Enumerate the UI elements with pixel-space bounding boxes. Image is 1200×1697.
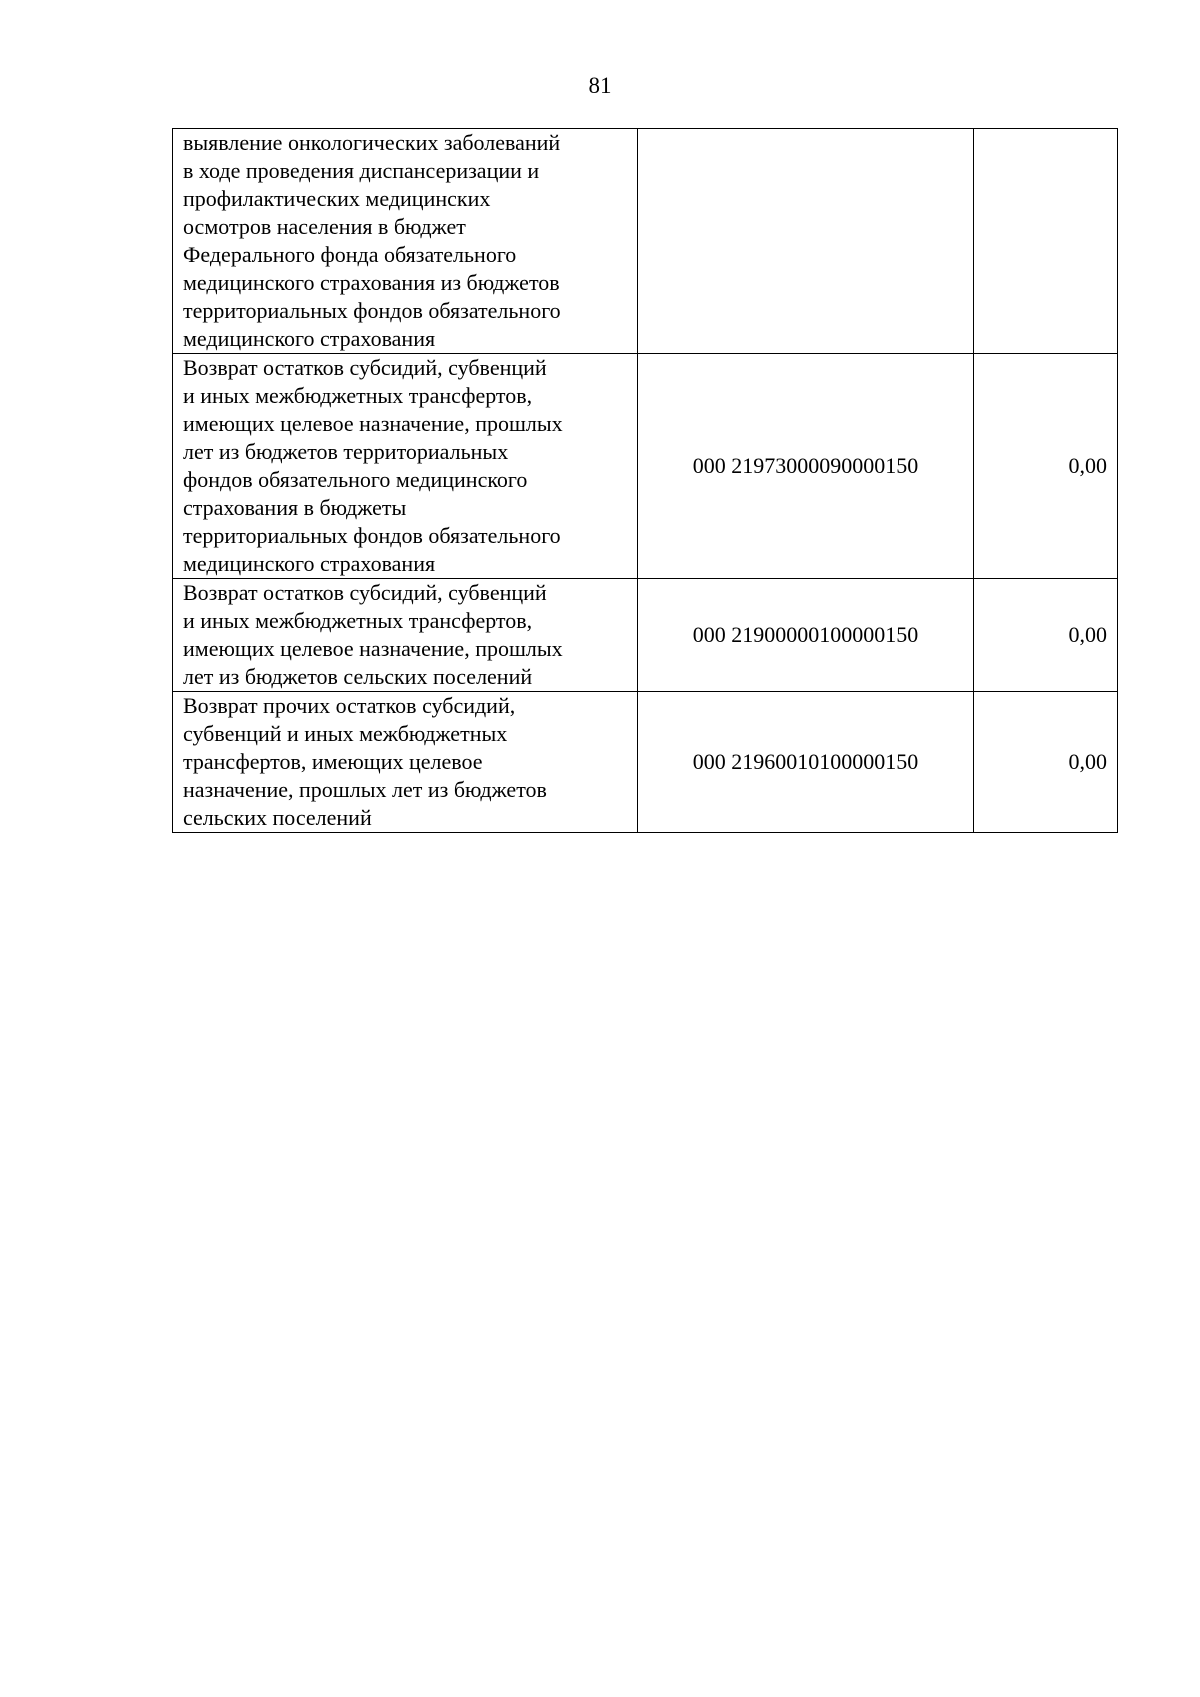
description-line: сельских поселений <box>183 805 372 830</box>
description-line: страхования в бюджеты <box>183 495 407 520</box>
description-line: медицинского страхования <box>183 551 436 576</box>
row-code <box>638 129 974 354</box>
budget-table <box>172 128 1118 833</box>
row-description <box>173 692 638 833</box>
table-row <box>173 129 1118 354</box>
description-line: имеющих целевое назначение, прошлых <box>183 411 563 436</box>
row-amount <box>974 129 1118 354</box>
description-line: имеющих целевое назначение, прошлых <box>183 636 563 661</box>
table-row <box>173 354 1118 579</box>
description-line: назначение, прошлых лет из бюджетов <box>183 777 547 802</box>
row-description <box>173 354 638 579</box>
description-line: территориальных фондов обязательного <box>183 523 561 548</box>
description-line: субвенций и иных межбюджетных <box>183 721 508 746</box>
description-line: трансфертов, имеющих целевое <box>183 749 483 774</box>
description-line: и иных межбюджетных трансфертов, <box>183 608 533 633</box>
row-code: 000 21960010100000150 <box>638 692 974 833</box>
description-line: Федерального фонда обязательного <box>183 242 517 267</box>
row-amount: 0,00 <box>974 354 1118 579</box>
description-line: Возврат прочих остатков субсидий, <box>183 693 516 718</box>
description-line: медицинского страхования <box>183 326 436 351</box>
row-description <box>173 129 638 354</box>
description-line: лет из бюджетов территориальных <box>183 439 509 464</box>
row-amount: 0,00 <box>974 692 1118 833</box>
description-line: выявление онкологических заболеваний <box>183 130 561 155</box>
description-line: территориальных фондов обязательного <box>183 298 561 323</box>
table-row <box>173 692 1118 833</box>
description-line: Возврат остатков субсидий, субвенций <box>183 355 547 380</box>
row-description <box>173 579 638 692</box>
row-code: 000 21973000090000150 <box>638 354 974 579</box>
description-line: и иных межбюджетных трансфертов, <box>183 383 533 408</box>
description-line: осмотров населения в бюджет <box>183 214 466 239</box>
table-row <box>173 579 1118 692</box>
description-line: Возврат остатков субсидий, субвенций <box>183 580 547 605</box>
description-line: профилактических медицинских <box>183 186 491 211</box>
description-line: медицинского страхования из бюджетов <box>183 270 560 295</box>
description-line: в ходе проведения диспансеризации и <box>183 158 540 183</box>
row-amount: 0,00 <box>974 579 1118 692</box>
page-number: 81 <box>588 73 612 98</box>
description-line: фондов обязательного медицинского <box>183 467 528 492</box>
description-line: лет из бюджетов сельских поселений <box>183 664 533 689</box>
row-code: 000 21900000100000150 <box>638 579 974 692</box>
